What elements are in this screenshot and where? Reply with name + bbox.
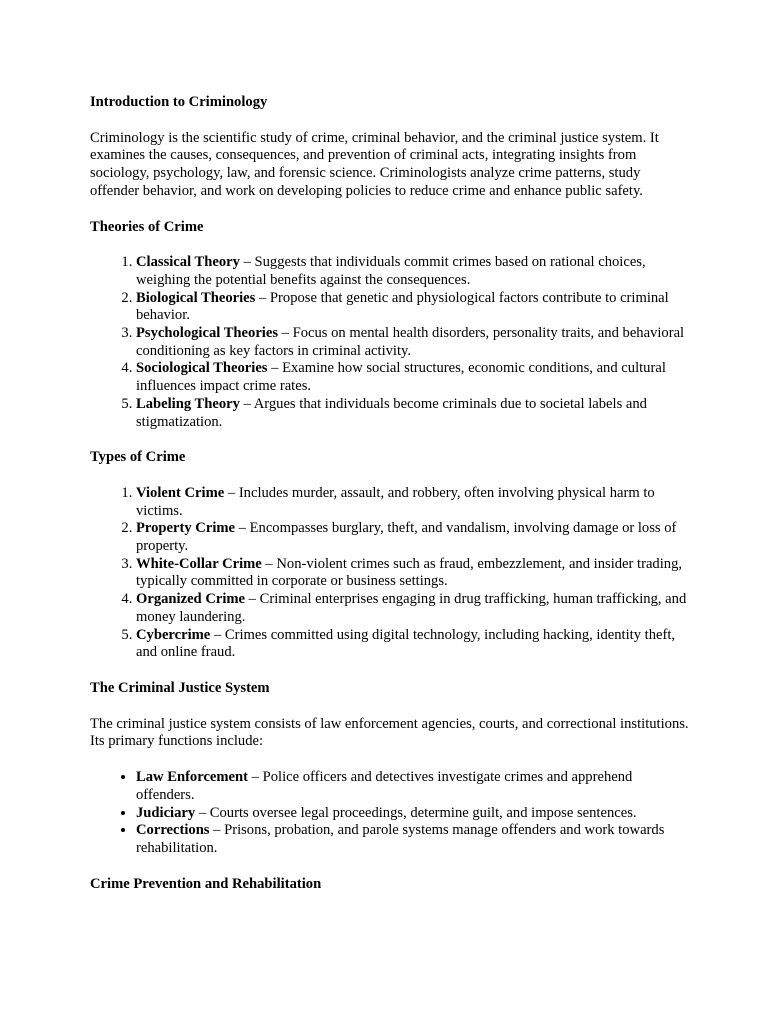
list-item [136,290,690,325]
list-item-description: – Includes murder, assault, and robbery, often involving physical harm to victims. [136,484,655,519]
list-item-description: – Examine how social structures, economic conditions, and cultural influences impact crime rates. [136,360,666,395]
list-item-term: Judiciary [136,804,196,821]
list-item-description: – Encompasses burglary, theft, and vandalism, involving damage or loss of property. [136,520,677,555]
list-item [136,254,690,289]
list-item-description: – Argues that individuals become criminals due to societal labels and stigmatization. [136,395,647,430]
list-item-term: Classical Theory [136,254,240,271]
list-item-description: – Courts oversee legal proceedings, determine guilt, and impose sentences. [195,804,637,821]
list-item-term: Sociological Theories [136,360,268,377]
list-item-term: Violent Crime [136,484,225,501]
list-item-term: Organized Crime [136,591,246,608]
list-item [136,396,690,431]
section-title-prevention: Crime Prevention and Rehabilitation [90,875,322,892]
list-item [136,627,690,662]
document-page [90,94,690,911]
list-item-description: – Crimes committed using digital technology, including hacking, identity theft, and online fraud. [136,626,676,661]
section-title-theories: Theories of Crime [90,218,204,235]
list-item-term: Corrections [136,822,210,839]
justice-system-paragraph: The criminal justice system consists of law enforcement agencies, courts, and correctional institutions. Its primary functions include: [90,715,689,750]
introduction-paragraph: Criminology is the scientific study of crime, criminal behavior, and the criminal justice system. It examines the causes, consequences, and prevention of criminal acts, integrating insights from sociology, psychology, law, and forensic science. Criminologists analyze crime patterns, study offender behavior, and work on developing policies to reduce crime and enhance public safety. [90,129,659,199]
list-item-term: Labeling Theory [136,395,240,412]
list-item-description: – Focus on mental health disorders, personality traits, and behavioral conditioning as key factors in criminal activity. [136,325,685,359]
list-item-term: Law Enforcement [136,769,249,786]
list-item-term: Property Crime [136,520,236,537]
theories-list [90,254,690,431]
list-item-description: – Prisons, probation, and parole systems manage offenders and work towards rehabilitation. [136,822,665,856]
section-title-justice-system: The Criminal Justice System [90,679,270,696]
list-item-description: – Non-violent crimes such as fraud, embezzlement, and insider trading, typically committed in corporate or business settings. [136,555,683,590]
list-item-term: Biological Theories [136,289,256,306]
list-item [136,325,690,360]
list-item-term: White-Collar Crime [136,555,262,572]
list-item-description: – Police officers and detectives investigate crimes and apprehend offenders. [136,769,633,803]
list-item-description: – Criminal enterprises engaging in drug trafficking, human trafficking, and money laundering. [136,591,687,625]
list-item-description: – Suggests that individuals commit crimes based on rational choices, weighing the potential benefits against the consequences. [136,254,646,288]
list-item-term: Psychological Theories [136,325,279,342]
list-item [136,360,690,395]
crime-types-list [90,485,690,662]
list-item [136,822,690,857]
list-item [136,485,690,520]
list-item [136,556,690,591]
list-item-description: – Propose that genetic and physiological factors contribute to criminal behavior. [136,289,669,324]
justice-functions-list [90,769,690,858]
section-title-introduction: Introduction to Criminology [90,94,268,110]
list-item [136,805,690,823]
list-item [136,769,690,804]
section-title-types: Types of Crime [90,449,186,466]
list-item [136,520,690,555]
list-item-term: Cybercrime [136,626,211,643]
list-item [136,591,690,626]
